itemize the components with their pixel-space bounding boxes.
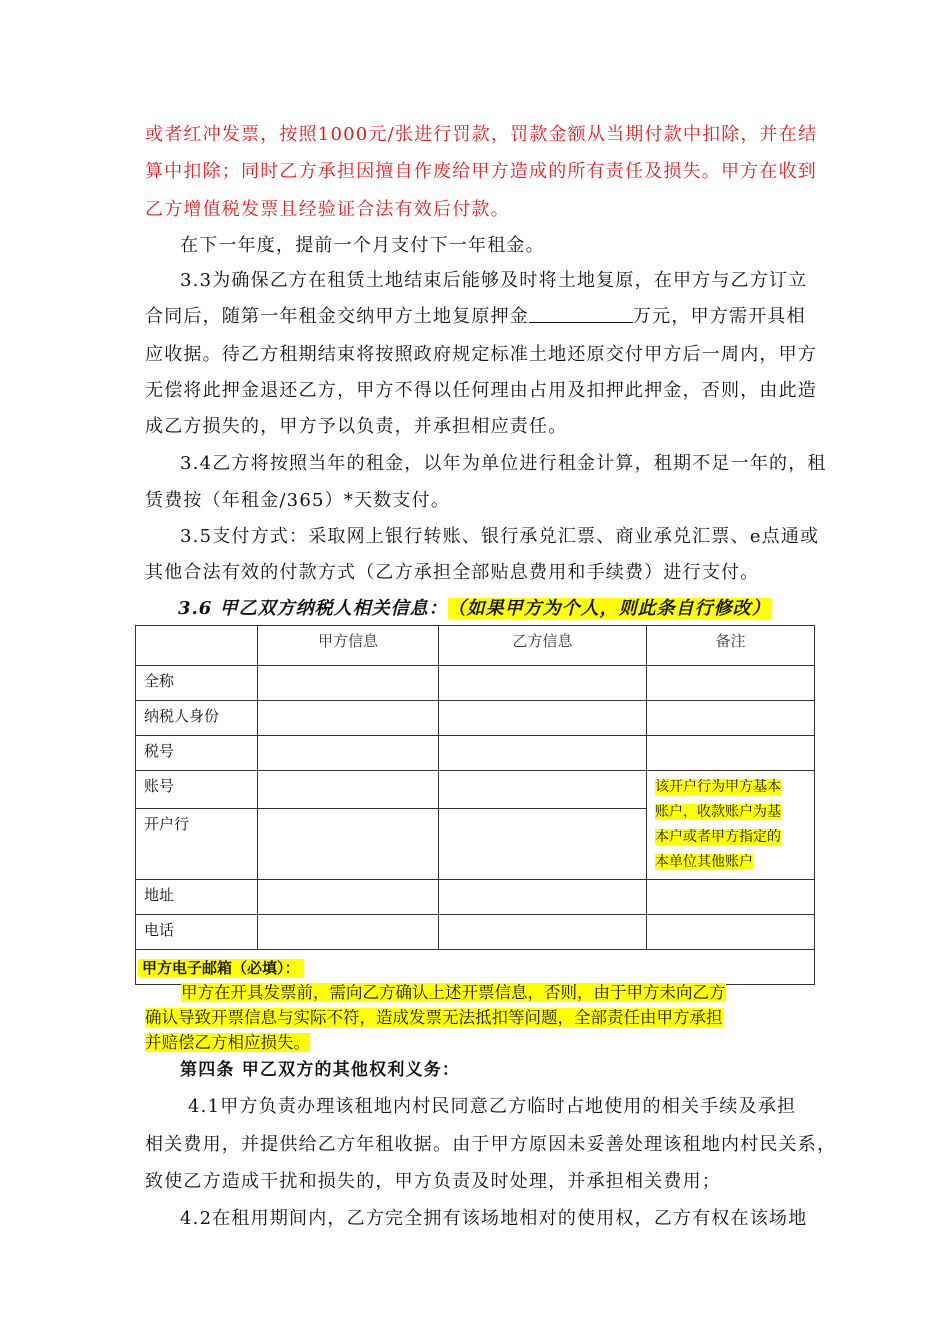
remark-line-3: 本户或者甲方指定的 xyxy=(655,829,781,845)
cell-b-tax-number[interactable] xyxy=(439,736,647,771)
para-3-5-line-1: 3.5支付方式：采取网上银行转账、银行承兑汇票、商业承兑汇票、e点通或 xyxy=(180,526,820,547)
cell-b-taxpayer-status[interactable] xyxy=(439,701,647,736)
deposit-unit: 万元，甲方需开具相 xyxy=(633,306,806,327)
header-party-b: 乙方信息 xyxy=(439,626,647,666)
cell-remark-taxpayer-status[interactable] xyxy=(647,701,815,736)
para-3-3-line-5: 成乙方损失的，甲方予以负责，并承担相应责任。 xyxy=(145,416,568,437)
para-3-4-line-2: 赁费按（年租金/365）*天数支付。 xyxy=(145,490,451,511)
row-label-address: 地址 xyxy=(136,880,258,915)
cell-remark-address[interactable] xyxy=(647,880,815,915)
para-3-3-line-4: 无偿将此押金退还乙方，甲方不得以任何理由占用及扣押此押金，否则，由此造 xyxy=(145,380,817,401)
article-4-title: 第四条 甲乙双方的其他权利义务： xyxy=(180,1060,461,1080)
cell-a-phone[interactable] xyxy=(258,915,439,950)
cell-a-fullname[interactable] xyxy=(258,666,439,701)
row-label-bank: 开户行 xyxy=(136,809,258,880)
cell-a-tax-number[interactable] xyxy=(258,736,439,771)
remark-bank-note xyxy=(647,771,815,880)
taxpayer-info-table xyxy=(135,625,815,985)
red-line-2: 算中扣除；同时乙方承担因擅自作废给甲方造成的所有责任及损失。甲方在收到 xyxy=(145,161,817,182)
deposit-blank xyxy=(529,306,633,323)
article-4-1-line-3: 致使乙方造成干扰和损失的，甲方负责及时处理，并承担相关费用； xyxy=(145,1171,721,1192)
para-3-3-line-2 xyxy=(145,302,815,328)
para-3-4-line-1: 3.4乙方将按照当年的租金，以年为单位进行租金计算，租期不足一年的，租 xyxy=(180,453,827,474)
cell-b-account[interactable] xyxy=(439,771,647,809)
para-3-3-line-3: 应收据。待乙方租期结束将按照政府规定标准土地还原交付甲方后一周内，甲方 xyxy=(145,344,817,365)
cell-a-address[interactable] xyxy=(258,880,439,915)
remark-line-1: 该开户行为甲方基本 xyxy=(655,779,781,795)
row-label-fullname: 全称 xyxy=(136,666,258,701)
section-3-6-heading xyxy=(178,594,848,620)
email-label: 甲方电子邮箱（必填）： xyxy=(138,959,304,977)
article-4-1-line-2: 相关费用，并提供给乙方年租收据。由于甲方原因未妥善处理该租地内村民关系， xyxy=(145,1134,837,1155)
table-corner-cell xyxy=(136,626,258,666)
cell-b-address[interactable] xyxy=(439,880,647,915)
cell-a-account[interactable] xyxy=(258,771,439,809)
row-label-phone: 电话 xyxy=(136,915,258,950)
remark-line-2: 账户，收款账户为基 xyxy=(655,804,781,820)
header-remark: 备注 xyxy=(647,626,815,666)
section-3-6-title: 3.6 甲乙双方纳税人相关信息： xyxy=(178,598,448,619)
para-3-3-line-1: 3.3为确保乙方在租赁土地结束后能够及时将土地复原，在甲方与乙方订立 xyxy=(180,270,808,291)
deposit-text: 合同后，随第一年租金交纳甲方土地复原押金 xyxy=(145,306,529,327)
article-4-2-line-1: 4.2在租用期间内，乙方完全拥有该场地相对的使用权，乙方有权在该场地 xyxy=(180,1208,808,1229)
cell-a-bank[interactable] xyxy=(258,809,439,880)
cell-b-bank[interactable] xyxy=(439,809,647,880)
header-party-a: 甲方信息 xyxy=(258,626,439,666)
cell-b-phone[interactable] xyxy=(439,915,647,950)
row-label-taxpayer-status: 纳税人身份 xyxy=(136,701,258,736)
cell-remark-tax-number[interactable] xyxy=(647,736,815,771)
remark-line-4: 本单位其他账户 xyxy=(655,854,753,870)
red-line-1: 或者红冲发票，按照1000元/张进行罚款，罚款金额从当期付款中扣除，并在结 xyxy=(145,124,818,145)
warning-block xyxy=(145,980,815,1055)
row-label-tax-number: 税号 xyxy=(136,736,258,771)
cell-remark-phone[interactable] xyxy=(647,915,815,950)
section-3-6-note: （如果甲方为个人，则此条自行修改） xyxy=(447,598,771,619)
cell-b-fullname[interactable] xyxy=(439,666,647,701)
cell-a-taxpayer-status[interactable] xyxy=(258,701,439,736)
red-line-3: 乙方增值税发票且经验证合法有效后付款。 xyxy=(145,199,510,220)
row-label-account: 账号 xyxy=(136,771,258,809)
warning-line-1: 甲方在开具发票前，需向乙方确认上述开票信息，否则，由于甲方未向乙方 xyxy=(181,983,726,1002)
warning-line-2: 确认导致开票信息与实际不符，造成发票无法抵扣等问题，全部责任由甲方承担 xyxy=(145,1008,723,1027)
cell-remark-fullname[interactable] xyxy=(647,666,815,701)
warning-line-3: 并赔偿乙方相应损失。 xyxy=(145,1033,310,1052)
para-3-5-line-2: 其他合法有效的付款方式（乙方承担全部贴息费用和手续费）进行支付。 xyxy=(145,562,760,583)
article-4-1-line-1: 4.1甲方负责办理该租地内村民同意乙方临时占地使用的相关手续及承担 xyxy=(188,1096,797,1117)
para-next-year: 在下一年度，提前一个月支付下一年租金。 xyxy=(180,235,545,256)
